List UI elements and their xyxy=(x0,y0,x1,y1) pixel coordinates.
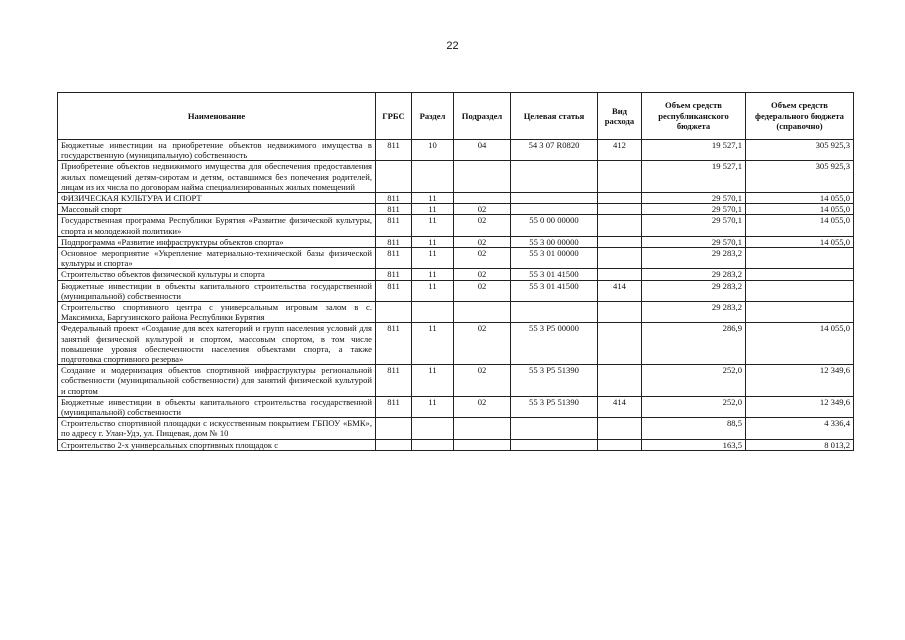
cell-podrazdel xyxy=(454,439,511,450)
cell-name: Массовый спорт xyxy=(58,204,376,215)
cell-grbs: 811 xyxy=(376,323,412,365)
cell-vid-raskhoda xyxy=(598,302,642,323)
cell-grbs xyxy=(376,161,412,193)
cell-podrazdel: 02 xyxy=(454,248,511,269)
cell-podrazdel xyxy=(454,418,511,439)
cell-grbs: 811 xyxy=(376,204,412,215)
header-grbs: ГРБС xyxy=(376,93,412,140)
cell-rep-budget: 88,5 xyxy=(642,418,746,439)
cell-fed-budget: 4 336,4 xyxy=(746,418,854,439)
cell-celevaya-statya: 55 3 P5 51390 xyxy=(511,365,598,397)
cell-celevaya-statya: 55 3 01 41500 xyxy=(511,269,598,280)
cell-rep-budget: 29 283,2 xyxy=(642,248,746,269)
cell-podrazdel: 02 xyxy=(454,280,511,301)
cell-razdel xyxy=(412,302,454,323)
cell-razdel xyxy=(412,439,454,450)
cell-grbs: 811 xyxy=(376,248,412,269)
cell-razdel: 11 xyxy=(412,396,454,417)
cell-grbs xyxy=(376,439,412,450)
cell-celevaya-statya: 55 3 00 00000 xyxy=(511,236,598,247)
header-vid-raskhoda: Вид расхода xyxy=(598,93,642,140)
cell-vid-raskhoda xyxy=(598,215,642,236)
cell-vid-raskhoda xyxy=(598,204,642,215)
cell-razdel: 11 xyxy=(412,280,454,301)
cell-name: Строительство объектов физической культуры и спорта xyxy=(58,269,376,280)
cell-rep-budget: 163,5 xyxy=(642,439,746,450)
cell-rep-budget: 29 570,1 xyxy=(642,193,746,204)
cell-razdel: 11 xyxy=(412,365,454,397)
cell-rep-budget: 252,0 xyxy=(642,396,746,417)
cell-grbs: 811 xyxy=(376,280,412,301)
cell-name: Основное мероприятие «Укрепление материально-технической базы физической культуры и спорта» xyxy=(58,248,376,269)
cell-name: ФИЗИЧЕСКАЯ КУЛЬТУРА И СПОРТ xyxy=(58,193,376,204)
cell-name: Строительство 2-х универсальных спортивных площадок с xyxy=(58,439,376,450)
cell-name: Федеральный проект «Создание для всех категорий и групп населения условий для занятий физической культурой и спортом, массовым спортом, в том числе повышение уровня обеспеченности населения объектами спорта, а также подготовка спортивного резерва» xyxy=(58,323,376,365)
cell-fed-budget: 14 055,0 xyxy=(746,204,854,215)
cell-vid-raskhoda: 414 xyxy=(598,396,642,417)
cell-name: Строительство спортивного центра с универсальным игровым залом в с. Максимиха, Баргузинского района Республики Бурятия xyxy=(58,302,376,323)
cell-grbs: 811 xyxy=(376,365,412,397)
cell-name: Бюджетные инвестиции на приобретение объектов недвижимого имущества в государственную (муниципальную) собственность xyxy=(58,140,376,161)
page-number: 22 xyxy=(446,40,459,52)
header-fed-budget: Объем средств федерального бюджета (справочно) xyxy=(746,93,854,140)
cell-razdel: 11 xyxy=(412,248,454,269)
cell-fed-budget xyxy=(746,269,854,280)
cell-grbs: 811 xyxy=(376,215,412,236)
cell-fed-budget: 14 055,0 xyxy=(746,236,854,247)
cell-grbs xyxy=(376,418,412,439)
cell-vid-raskhoda xyxy=(598,161,642,193)
table-row xyxy=(58,161,854,193)
header-name: Наименование xyxy=(58,93,376,140)
cell-rep-budget: 29 570,1 xyxy=(642,215,746,236)
cell-rep-budget: 29 283,2 xyxy=(642,280,746,301)
cell-celevaya-statya: 55 3 01 41500 xyxy=(511,280,598,301)
cell-razdel: 11 xyxy=(412,236,454,247)
cell-vid-raskhoda: 412 xyxy=(598,140,642,161)
cell-podrazdel: 02 xyxy=(454,323,511,365)
cell-fed-budget: 14 055,0 xyxy=(746,215,854,236)
cell-celevaya-statya: 54 3 07 R0820 xyxy=(511,140,598,161)
cell-podrazdel xyxy=(454,161,511,193)
table-row xyxy=(58,302,854,323)
cell-grbs: 811 xyxy=(376,236,412,247)
cell-rep-budget: 29 570,1 xyxy=(642,236,746,247)
cell-fed-budget: 8 013,2 xyxy=(746,439,854,450)
cell-name: Бюджетные инвестиции в объекты капитального строительства государственной (муниципальной) собственности xyxy=(58,396,376,417)
table-header-row xyxy=(58,93,854,140)
cell-vid-raskhoda: 414 xyxy=(598,280,642,301)
cell-podrazdel: 02 xyxy=(454,204,511,215)
table-row xyxy=(58,204,854,215)
cell-vid-raskhoda xyxy=(598,248,642,269)
table-row xyxy=(58,236,854,247)
table-row xyxy=(58,269,854,280)
cell-vid-raskhoda xyxy=(598,418,642,439)
cell-name: Государственная программа Республики Бурятия «Развитие физической культуры, спорта и молодежной политики» xyxy=(58,215,376,236)
table-body xyxy=(58,140,854,451)
cell-vid-raskhoda xyxy=(598,236,642,247)
cell-podrazdel: 02 xyxy=(454,236,511,247)
cell-razdel: 11 xyxy=(412,269,454,280)
cell-fed-budget: 14 055,0 xyxy=(746,323,854,365)
cell-vid-raskhoda xyxy=(598,439,642,450)
cell-razdel: 10 xyxy=(412,140,454,161)
cell-fed-budget: 12 349,6 xyxy=(746,396,854,417)
cell-celevaya-statya xyxy=(511,204,598,215)
table-row xyxy=(58,418,854,439)
cell-rep-budget: 286,9 xyxy=(642,323,746,365)
budget-table xyxy=(57,92,854,451)
cell-name: Подпрограмма «Развитие инфраструктуры объектов спорта» xyxy=(58,236,376,247)
cell-razdel: 11 xyxy=(412,204,454,215)
cell-grbs: 811 xyxy=(376,193,412,204)
table-row xyxy=(58,365,854,397)
cell-name: Создание и модернизация объектов спортивной инфраструктуры региональной собственности (муниципальной собственности) для занятий физической культурой и спортом xyxy=(58,365,376,397)
cell-podrazdel: 02 xyxy=(454,365,511,397)
cell-vid-raskhoda xyxy=(598,193,642,204)
cell-fed-budget: 305 925,3 xyxy=(746,161,854,193)
cell-podrazdel: 04 xyxy=(454,140,511,161)
table-row xyxy=(58,396,854,417)
cell-rep-budget: 19 527,1 xyxy=(642,140,746,161)
table-row xyxy=(58,193,854,204)
cell-celevaya-statya: 55 3 P5 00000 xyxy=(511,323,598,365)
cell-celevaya-statya xyxy=(511,439,598,450)
cell-name: Строительство спортивной площадки с искусственным покрытием ГБПОУ «БМК», по адресу г. Улан-Удэ, ул. Пищевая, дом № 10 xyxy=(58,418,376,439)
cell-podrazdel: 02 xyxy=(454,269,511,280)
cell-rep-budget: 29 283,2 xyxy=(642,302,746,323)
cell-fed-budget xyxy=(746,302,854,323)
cell-fed-budget xyxy=(746,248,854,269)
cell-vid-raskhoda xyxy=(598,323,642,365)
cell-razdel xyxy=(412,418,454,439)
table-row xyxy=(58,323,854,365)
cell-razdel: 11 xyxy=(412,323,454,365)
table-row xyxy=(58,215,854,236)
cell-rep-budget: 29 570,1 xyxy=(642,204,746,215)
cell-razdel: 11 xyxy=(412,215,454,236)
cell-razdel: 11 xyxy=(412,193,454,204)
cell-vid-raskhoda xyxy=(598,365,642,397)
cell-fed-budget: 305 925,3 xyxy=(746,140,854,161)
table-row xyxy=(58,140,854,161)
cell-podrazdel: 02 xyxy=(454,396,511,417)
cell-vid-raskhoda xyxy=(598,269,642,280)
cell-fed-budget: 14 055,0 xyxy=(746,193,854,204)
cell-celevaya-statya: 55 3 01 00000 xyxy=(511,248,598,269)
cell-name: Приобретение объектов недвижимого имущества для обеспечения предоставления жилых помещений детям-сиротам и детям, оставшимся без попечения родителей, лицам из их числа по договорам найма специализированных жилых помещений xyxy=(58,161,376,193)
cell-podrazdel: 02 xyxy=(454,215,511,236)
cell-name: Бюджетные инвестиции в объекты капитального строительства государственной (муниципальной) собственности xyxy=(58,280,376,301)
cell-fed-budget xyxy=(746,280,854,301)
cell-celevaya-statya xyxy=(511,418,598,439)
cell-rep-budget: 252,0 xyxy=(642,365,746,397)
table-row xyxy=(58,280,854,301)
cell-grbs: 811 xyxy=(376,396,412,417)
cell-celevaya-statya xyxy=(511,302,598,323)
table-row xyxy=(58,248,854,269)
table-row xyxy=(58,439,854,450)
cell-celevaya-statya: 55 0 00 00000 xyxy=(511,215,598,236)
header-rep-budget: Объем средств республиканского бюджета xyxy=(642,93,746,140)
cell-podrazdel xyxy=(454,193,511,204)
cell-podrazdel xyxy=(454,302,511,323)
header-podrazdel: Подраздел xyxy=(454,93,511,140)
header-celevaya-statya: Целевая статья xyxy=(511,93,598,140)
cell-grbs: 811 xyxy=(376,140,412,161)
cell-celevaya-statya xyxy=(511,193,598,204)
cell-celevaya-statya xyxy=(511,161,598,193)
header-razdel: Раздел xyxy=(412,93,454,140)
cell-razdel xyxy=(412,161,454,193)
cell-grbs: 811 xyxy=(376,269,412,280)
cell-fed-budget: 12 349,6 xyxy=(746,365,854,397)
cell-rep-budget: 19 527,1 xyxy=(642,161,746,193)
cell-grbs xyxy=(376,302,412,323)
cell-rep-budget: 29 283,2 xyxy=(642,269,746,280)
cell-celevaya-statya: 55 3 P5 51390 xyxy=(511,396,598,417)
